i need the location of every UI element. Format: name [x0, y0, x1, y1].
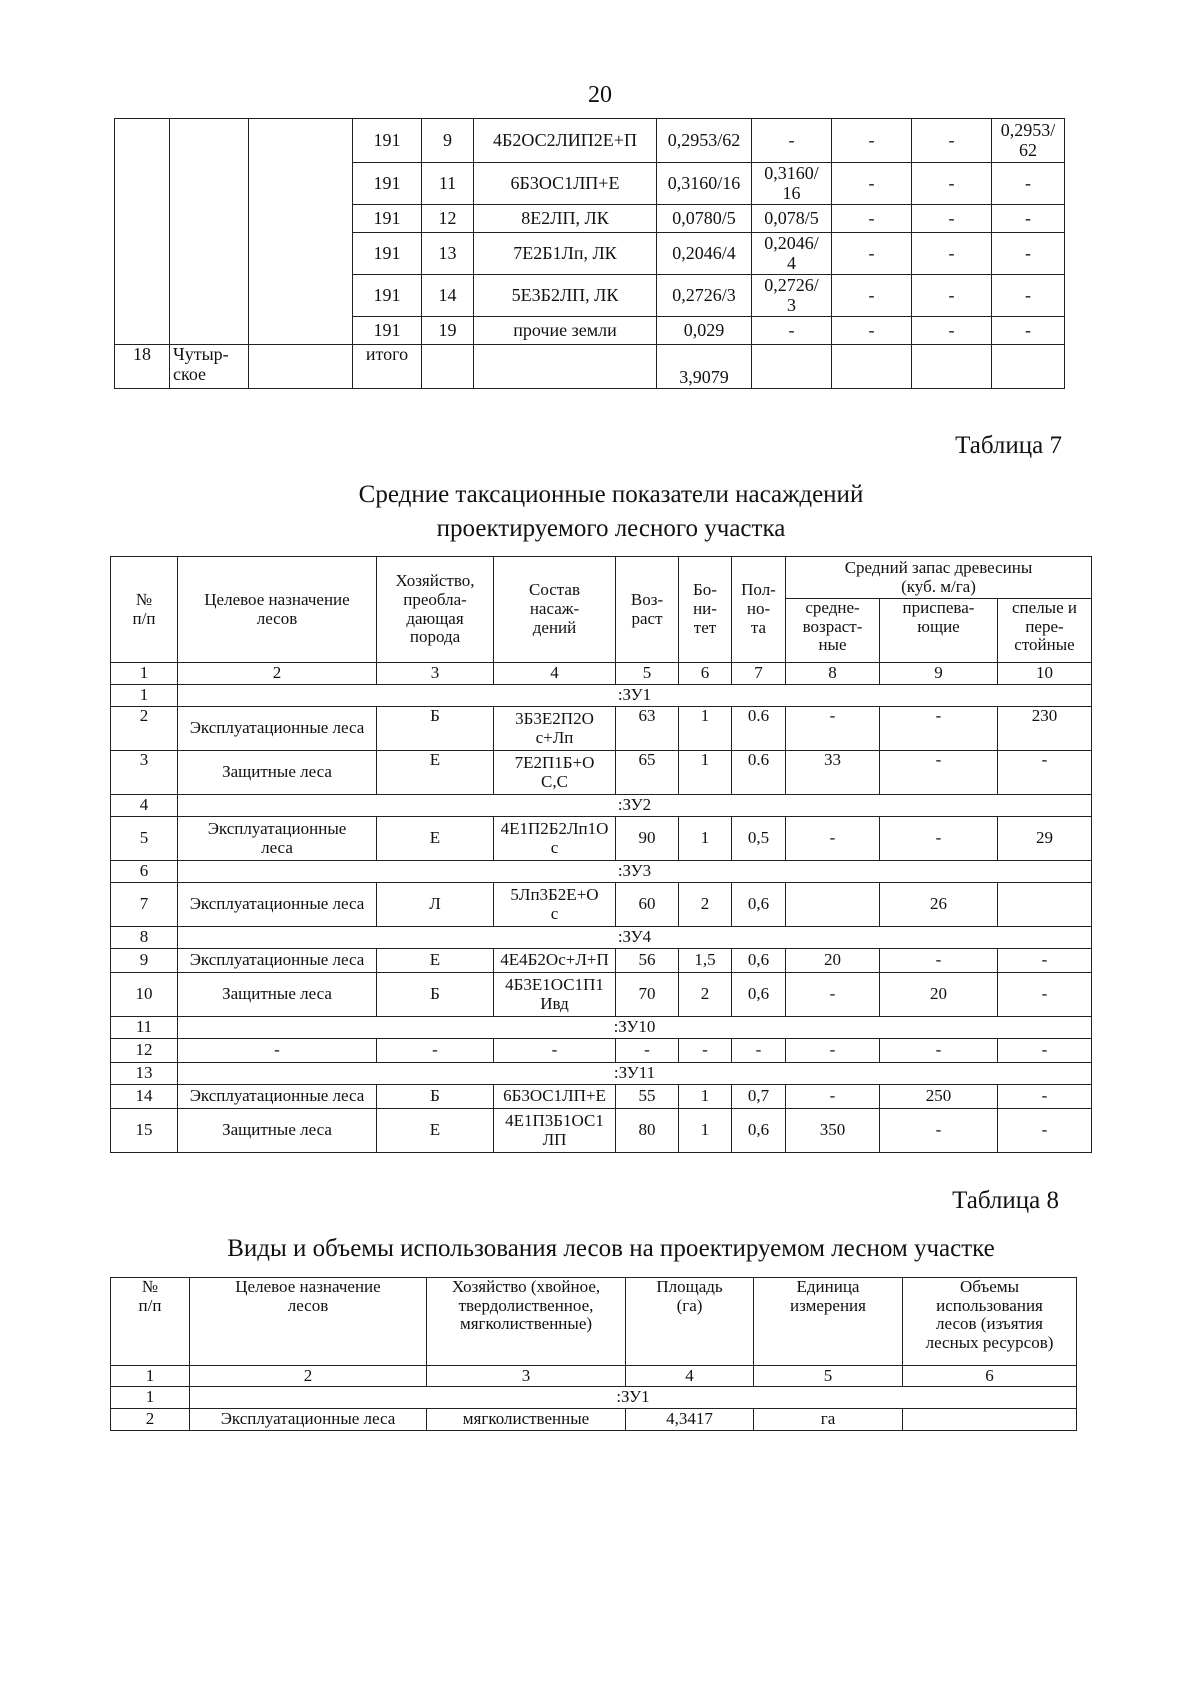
top-cell: - [832, 317, 912, 345]
t7-section-label: :ЗУ4 [178, 927, 1092, 949]
total-row-empty [249, 345, 353, 389]
t7-cell-ripe: 29 [998, 817, 1092, 861]
t7-cell-farm: Б [377, 1085, 494, 1109]
t8-col-number: 4 [626, 1366, 754, 1387]
t8-h-purpose: Целевое назначение лесов [190, 1278, 427, 1366]
t7-data-row [111, 949, 1092, 973]
t7-cell-farm: Е [377, 1109, 494, 1153]
top-cell: - [992, 317, 1065, 345]
top-cell: 191 [353, 119, 422, 163]
t7-h-purpose: Целевое назначение лесов [178, 557, 377, 663]
t8-h-volume: Объемы использования лесов (изъятия лесных ресурсов) [903, 1278, 1077, 1366]
t7-cell-ripe: 230 [998, 707, 1092, 751]
t7-cell-mid: 20 [786, 949, 880, 973]
t7-cell-den: 0.6 [732, 707, 786, 751]
t8-row-volume [903, 1409, 1077, 1431]
t7-cell-den: 0,6 [732, 883, 786, 927]
top-cell: 0,2726/ 3 [752, 275, 832, 317]
t7-cell-bon: 1 [679, 707, 732, 751]
t7-data-row [111, 707, 1092, 751]
t7-cell-num: 7 [111, 883, 178, 927]
t7-cell-rip: 26 [880, 883, 998, 927]
t7-cell-age: 63 [616, 707, 679, 751]
t7-cell-mid: 350 [786, 1109, 880, 1153]
t7-cell-comp: 6Б3ОС1ЛП+Е [494, 1085, 616, 1109]
t7-h-ripening: приспева- ющие [880, 599, 998, 663]
t7-section-label: :ЗУ10 [178, 1017, 1092, 1039]
t7-cell-farm: Л [377, 883, 494, 927]
top-cell: - [992, 163, 1065, 205]
top-cell: 0,2953/ 62 [992, 119, 1065, 163]
t7-cell-comp: 3Б3Е2П2О с+Лп [494, 707, 616, 751]
t7-cell-mid: - [786, 1085, 880, 1109]
t7-cell-purpose: Эксплуатационные леса [178, 1085, 377, 1109]
t7-cell-purpose: Эксплуатационные леса [178, 883, 377, 927]
table7-title [0, 478, 1200, 546]
t7-cell-bon: 1 [679, 1109, 732, 1153]
top-empty-col2 [170, 119, 249, 345]
top-cell: 191 [353, 163, 422, 205]
top-cell: - [912, 205, 992, 233]
top-cell: - [912, 163, 992, 205]
t7-cell-den: 0,6 [732, 973, 786, 1017]
t8-h-num: № п/п [111, 1278, 190, 1366]
t7-cell-num: 12 [111, 1039, 178, 1063]
top-continuation-table [114, 118, 1065, 389]
t7-cell-age: 56 [616, 949, 679, 973]
t7-cell-mid: - [786, 707, 880, 751]
t8-row-purpose: Эксплуатационные леса [190, 1409, 427, 1431]
t7-cell-age: 70 [616, 973, 679, 1017]
top-cell: 191 [353, 205, 422, 233]
t7-cell-ripe: - [998, 949, 1092, 973]
t7-cell-farm: - [377, 1039, 494, 1063]
t8-h-area: Площадь (га) [626, 1278, 754, 1366]
t7-h-ripe: спелые и пере- стойные [998, 599, 1092, 663]
t7-cell-comp: 4Е1П3Б1ОС1 ЛП [494, 1109, 616, 1153]
top-cell: 0,3160/ 16 [752, 163, 832, 205]
t7-cell-purpose: Защитные леса [178, 1109, 377, 1153]
t7-h-stock: Средний запас древесины (куб. м/га) [786, 557, 1092, 599]
t7-cell-bon: 1,5 [679, 949, 732, 973]
t7-cell-bon: 1 [679, 1085, 732, 1109]
t8-span-num: 1 [111, 1387, 190, 1409]
t7-cell-comp: 4Е4Б2Ос+Л+П [494, 949, 616, 973]
t7-cell-den: 0,6 [732, 1109, 786, 1153]
t7-col-number: 5 [616, 663, 679, 685]
t7-cell-farm: Е [377, 817, 494, 861]
top-cell: 5Е3Б2ЛП, ЛК [474, 275, 657, 317]
t7-cell-num: 10 [111, 973, 178, 1017]
t7-col-number: 4 [494, 663, 616, 685]
t7-cell-purpose: Защитные леса [178, 973, 377, 1017]
t7-section-row [111, 795, 1092, 817]
t7-cell-mid: - [786, 1039, 880, 1063]
t7-data-row [111, 751, 1092, 795]
t7-cell-comp: - [494, 1039, 616, 1063]
t7-data-row [111, 973, 1092, 1017]
table7-title-line1: Средние таксационные показатели насаждений [358, 481, 864, 508]
t7-cell-mid: - [786, 817, 880, 861]
table8-label: Таблица 8 [952, 1187, 1059, 1214]
top-cell: 14 [422, 275, 474, 317]
t7-cell-den: 0.6 [732, 751, 786, 795]
t7-col-number: 9 [880, 663, 998, 685]
top-cell: 19 [422, 317, 474, 345]
top-cell: 4Б2ОС2ЛИП2Е+П [474, 119, 657, 163]
t8-col-number: 3 [427, 1366, 626, 1387]
top-cell: - [912, 233, 992, 275]
top-cell: 11 [422, 163, 474, 205]
t7-h-density: Пол- но- та [732, 557, 786, 663]
t7-section-row [111, 1017, 1092, 1039]
total-row-empty [832, 345, 912, 389]
t7-col-number: 2 [178, 663, 377, 685]
t7-row-num: 1 [111, 685, 178, 707]
t8-span-text: :ЗУ1 [190, 1387, 1077, 1409]
t7-cell-farm: Е [377, 949, 494, 973]
table7 [110, 556, 1092, 1153]
t7-col-number: 1 [111, 663, 178, 685]
t7-section-label: :ЗУ1 [178, 685, 1092, 707]
t7-cell-rip: - [880, 1109, 998, 1153]
t8-col-number: 6 [903, 1366, 1077, 1387]
top-cell: - [912, 119, 992, 163]
t7-cell-rip: 250 [880, 1085, 998, 1109]
t7-data-row [111, 1085, 1092, 1109]
t7-cell-bon: 1 [679, 817, 732, 861]
table8 [110, 1277, 1077, 1431]
t7-cell-bon: 1 [679, 751, 732, 795]
top-cell: - [752, 317, 832, 345]
t8-col-number: 1 [111, 1366, 190, 1387]
top-cell: 7Е2Б1Лп, ЛК [474, 233, 657, 275]
t7-h-bonitet: Бо- ни- тет [679, 557, 732, 663]
t7-row-num: 6 [111, 861, 178, 883]
top-cell: 0,2046/ 4 [752, 233, 832, 275]
t7-cell-farm: Б [377, 973, 494, 1017]
t7-cell-rip: - [880, 817, 998, 861]
t7-cell-num: 5 [111, 817, 178, 861]
top-cell: 0,3160/16 [657, 163, 752, 205]
top-cell: - [992, 275, 1065, 317]
t7-row-num: 13 [111, 1063, 178, 1085]
t7-cell-comp: 4Б3Е1ОС1П1 Ивд [494, 973, 616, 1017]
t7-cell-age: 80 [616, 1109, 679, 1153]
t7-cell-den: 0,6 [732, 949, 786, 973]
top-cell: - [992, 233, 1065, 275]
top-cell: - [832, 275, 912, 317]
t7-cell-ripe: - [998, 1109, 1092, 1153]
t7-col-number: 8 [786, 663, 880, 685]
t7-cell-num: 14 [111, 1085, 178, 1109]
t7-cell-rip: - [880, 1039, 998, 1063]
top-cell: - [832, 233, 912, 275]
t7-cell-purpose: Эксплуатационные леса [178, 817, 377, 861]
t7-cell-bon: 2 [679, 973, 732, 1017]
t7-cell-age: 65 [616, 751, 679, 795]
t7-col-number: 3 [377, 663, 494, 685]
t7-data-row [111, 1109, 1092, 1153]
top-table-total-row [115, 345, 1065, 389]
t7-section-label: :ЗУ11 [178, 1063, 1092, 1085]
top-cell: 13 [422, 233, 474, 275]
top-cell: 9 [422, 119, 474, 163]
t7-cell-age: - [616, 1039, 679, 1063]
t7-col-number: 10 [998, 663, 1092, 685]
t7-section-row [111, 861, 1092, 883]
t7-h-farm: Хозяйство, преобла- дающая порода [377, 557, 494, 663]
top-empty-col3 [249, 119, 353, 345]
t7-cell-comp: 4Е1П2Б2Лп1О с [494, 817, 616, 861]
top-cell: 191 [353, 317, 422, 345]
t8-col-number: 5 [754, 1366, 903, 1387]
top-cell: 0,2046/4 [657, 233, 752, 275]
t7-cell-farm: Е [377, 751, 494, 795]
t7-data-row [111, 1039, 1092, 1063]
total-row-total: 3,9079 [657, 345, 752, 389]
t7-cell-age: 90 [616, 817, 679, 861]
t7-cell-den: 0,7 [732, 1085, 786, 1109]
top-cell: 6Б3ОС1ЛП+Е [474, 163, 657, 205]
top-cell: прочие земли [474, 317, 657, 345]
t7-section-label: :ЗУ2 [178, 795, 1092, 817]
t7-cell-den: 0,5 [732, 817, 786, 861]
t8-h-unit: Единица измерения [754, 1278, 903, 1366]
t8-h-farm: Хозяйство (хвойное, твердолиственное, мягколиственные) [427, 1278, 626, 1366]
t7-h-age: Воз- раст [616, 557, 679, 663]
t8-col-number: 2 [190, 1366, 427, 1387]
t7-h-composition: Состав насаж- дений [494, 557, 616, 663]
total-row-name: Чутыр- ское [170, 345, 249, 389]
t7-cell-age: 60 [616, 883, 679, 927]
t7-section-row [111, 685, 1092, 707]
total-row-num: 18 [115, 345, 170, 389]
t7-cell-bon: - [679, 1039, 732, 1063]
t7-cell-farm: Б [377, 707, 494, 751]
total-row-empty [474, 345, 657, 389]
t7-cell-ripe [998, 883, 1092, 927]
t7-h-num: № п/п [111, 557, 178, 663]
top-cell: 191 [353, 275, 422, 317]
top-cell: - [992, 205, 1065, 233]
t7-cell-ripe: - [998, 1039, 1092, 1063]
top-cell: - [832, 163, 912, 205]
total-row-empty [912, 345, 992, 389]
top-cell: - [752, 119, 832, 163]
top-cell: 0,2953/62 [657, 119, 752, 163]
top-table-row [115, 119, 1065, 163]
t7-section-row [111, 1063, 1092, 1085]
t7-cell-ripe: - [998, 973, 1092, 1017]
t7-row-num: 4 [111, 795, 178, 817]
t7-data-row [111, 883, 1092, 927]
top-cell: - [832, 119, 912, 163]
t7-data-row [111, 817, 1092, 861]
t7-cell-rip: 20 [880, 973, 998, 1017]
t7-cell-purpose: Эксплуатационные леса [178, 707, 377, 751]
t7-col-number: 6 [679, 663, 732, 685]
t7-cell-mid: - [786, 973, 880, 1017]
table8-title: Виды и объемы использования лесов на проектируемом лесном участке [227, 1235, 995, 1262]
top-cell: - [912, 317, 992, 345]
t7-section-row [111, 927, 1092, 949]
t7-cell-rip: - [880, 949, 998, 973]
t7-cell-mid: 33 [786, 751, 880, 795]
top-cell: 8Е2ЛП, ЛК [474, 205, 657, 233]
total-row-empty [752, 345, 832, 389]
top-cell: 191 [353, 233, 422, 275]
t8-row-num: 2 [111, 1409, 190, 1431]
t7-cell-mid [786, 883, 880, 927]
t8-row-unit: га [754, 1409, 903, 1431]
t7-cell-num: 15 [111, 1109, 178, 1153]
t7-cell-rip: - [880, 751, 998, 795]
t7-cell-den: - [732, 1039, 786, 1063]
t7-cell-purpose: - [178, 1039, 377, 1063]
t7-col-number: 7 [732, 663, 786, 685]
t7-h-mid: средне- возраст- ные [786, 599, 880, 663]
top-cell: 0,029 [657, 317, 752, 345]
total-row-empty [422, 345, 474, 389]
t7-cell-comp: 5Лп3Б2Е+О с [494, 883, 616, 927]
t7-cell-ripe: - [998, 1085, 1092, 1109]
total-row-empty [992, 345, 1065, 389]
top-cell: 0,078/5 [752, 205, 832, 233]
top-cell: 0,0780/5 [657, 205, 752, 233]
t7-cell-num: 2 [111, 707, 178, 751]
t7-row-num: 8 [111, 927, 178, 949]
t7-cell-num: 9 [111, 949, 178, 973]
t7-cell-rip: - [880, 707, 998, 751]
t7-cell-num: 3 [111, 751, 178, 795]
t8-row-area: 4,3417 [626, 1409, 754, 1431]
t7-cell-age: 55 [616, 1085, 679, 1109]
top-cell: - [912, 275, 992, 317]
table7-title-line2: проектируемого лесного участка [436, 514, 786, 542]
top-cell: - [832, 205, 912, 233]
t7-cell-bon: 2 [679, 883, 732, 927]
t8-row-farm: мягколиственные [427, 1409, 626, 1431]
t7-cell-purpose: Эксплуатационные леса [178, 949, 377, 973]
t7-row-num: 11 [111, 1017, 178, 1039]
t7-section-label: :ЗУ3 [178, 861, 1092, 883]
top-cell: 0,2726/3 [657, 275, 752, 317]
page-number: 20 [588, 82, 612, 108]
top-cell: 12 [422, 205, 474, 233]
t7-cell-comp: 7Е2П1Б+О С,С [494, 751, 616, 795]
t7-cell-ripe: - [998, 751, 1092, 795]
table7-label: Таблица 7 [955, 432, 1062, 459]
total-row-label: итого [353, 345, 422, 389]
t7-cell-purpose: Защитные леса [178, 751, 377, 795]
top-empty-col1 [115, 119, 170, 345]
